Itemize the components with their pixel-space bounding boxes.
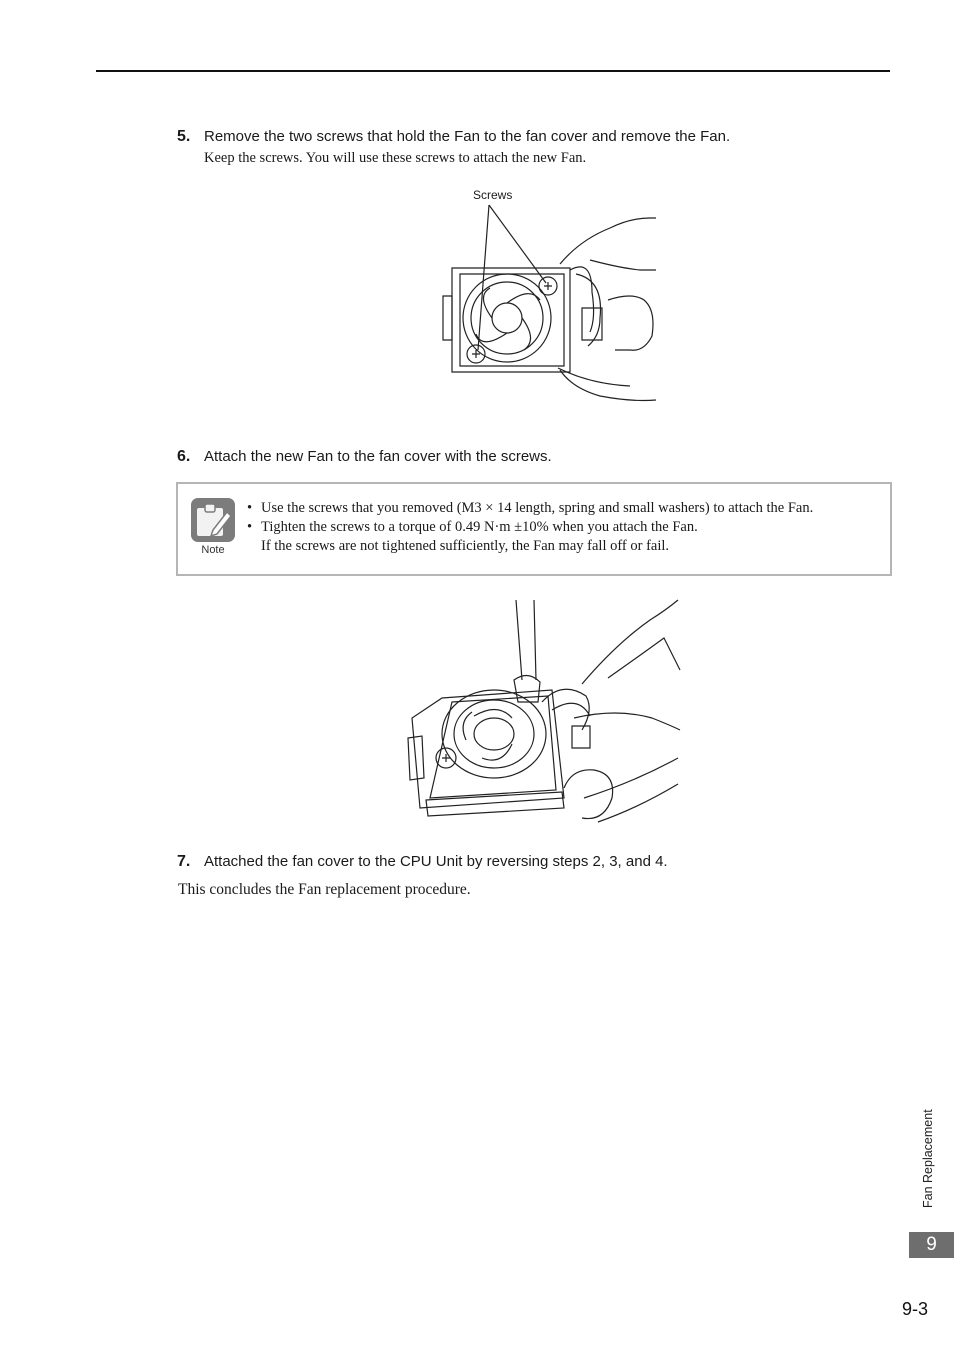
step-7 xyxy=(177,853,668,871)
bullet: • xyxy=(247,500,253,516)
section-sidebar-title: Fan Replacement xyxy=(921,1109,935,1208)
step-6 xyxy=(177,448,552,466)
chapter-tab: 9 xyxy=(909,1232,954,1258)
note-list xyxy=(247,499,813,556)
fan-removal-illustration xyxy=(440,200,660,405)
step-text: Attached the fan cover to the CPU Unit by reversing steps 2, 3, and 4. xyxy=(204,853,668,870)
step-number: 5. xyxy=(177,128,191,145)
note-item xyxy=(247,518,813,537)
conclusion-text: This concludes the Fan replacement procedure. xyxy=(178,881,471,898)
screws-callout-label: Screws xyxy=(473,188,513,202)
step-text: Remove the two screws that hold the Fan to the fan cover and remove the Fan. xyxy=(204,128,731,145)
note-box xyxy=(176,482,892,576)
note-item-text: Use the screws that you removed (M3 × 14 length, spring and small washers) to attach the Fan. xyxy=(261,500,814,516)
fan-attachment-illustration xyxy=(402,598,687,830)
note-icon-label: Note xyxy=(201,544,225,556)
step-5-subtext: Keep the screws. You will use these screws to attach the new Fan. xyxy=(204,150,587,166)
header-rule xyxy=(96,70,890,72)
page-number: 9-3 xyxy=(902,1299,929,1319)
note-item-text: Tighten the screws to a torque of 0.49 N·m ±10% when you attach the Fan. xyxy=(261,519,698,535)
step-number: 6. xyxy=(177,448,191,465)
note-pencil-icon xyxy=(191,498,235,542)
bullet: • xyxy=(247,519,253,535)
note-continuation: If the screws are not tightened sufficiently, the Fan may fall off or fail. xyxy=(261,538,670,554)
step-text: Attach the new Fan to the fan cover with the screws. xyxy=(204,448,552,465)
step-number: 7. xyxy=(177,853,191,870)
step-5 xyxy=(177,128,730,146)
note-item xyxy=(247,499,813,518)
